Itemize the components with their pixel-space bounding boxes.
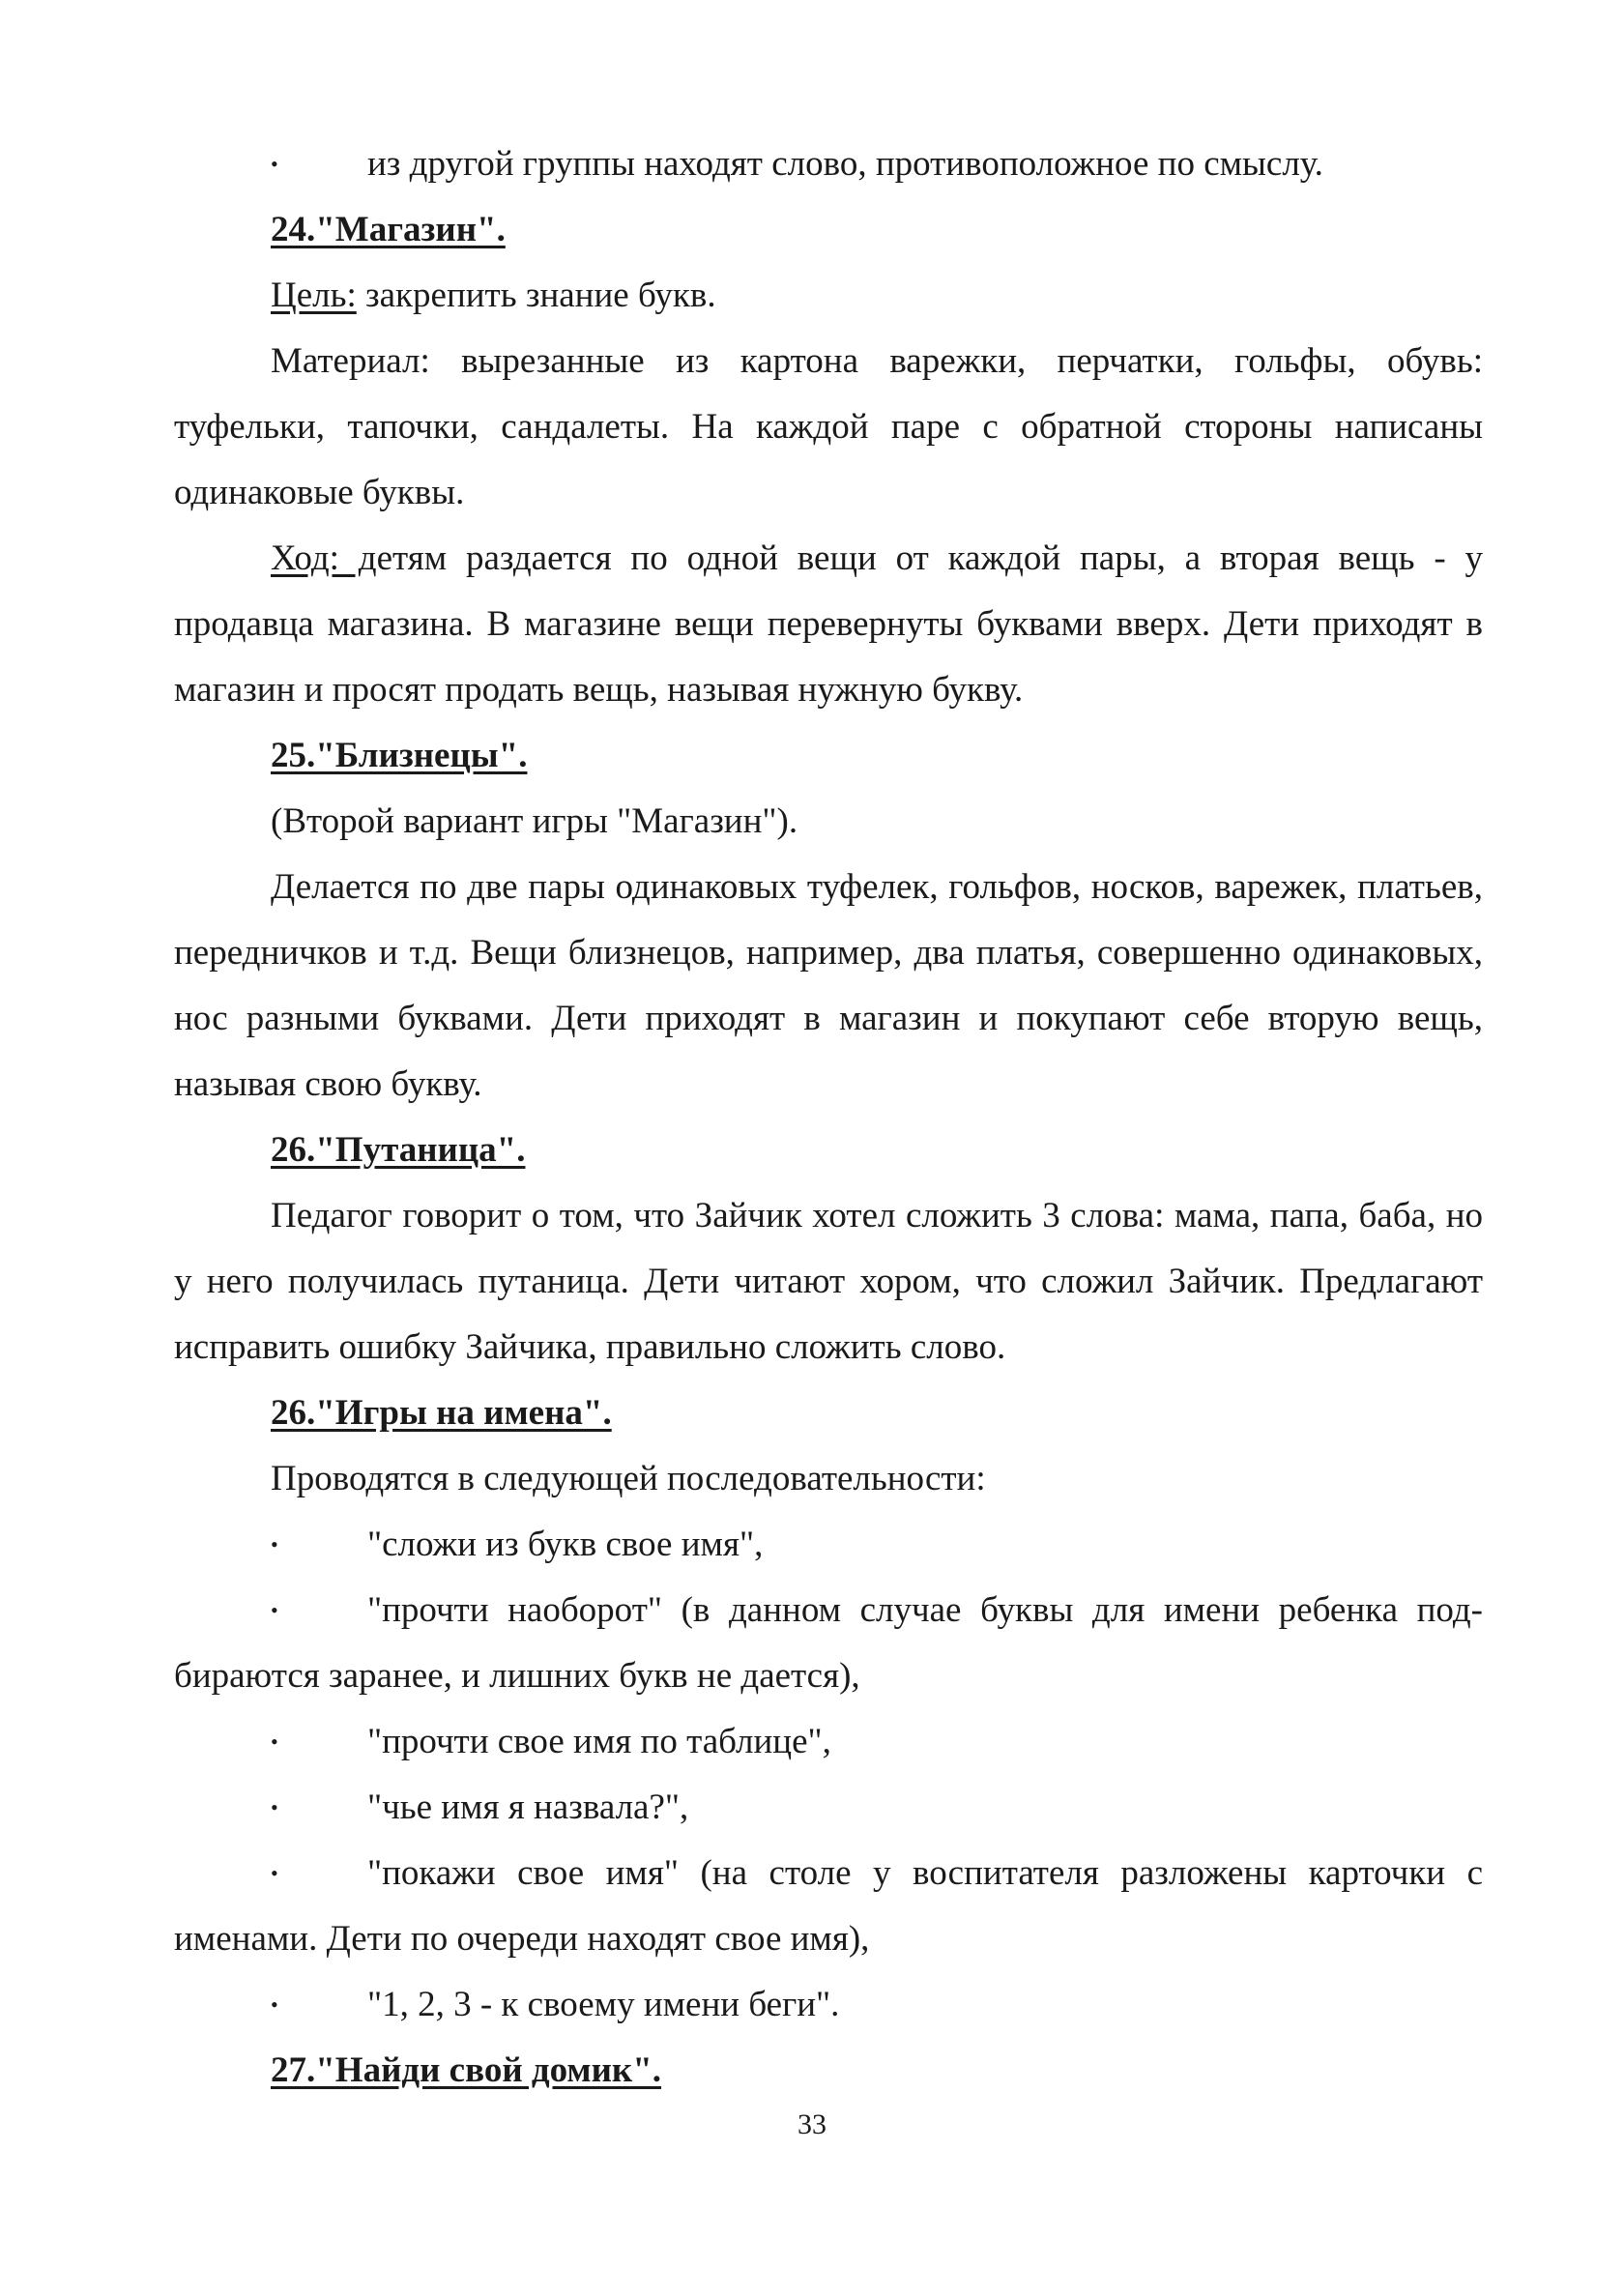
section-heading-26-names: 26."Игры на имена". <box>271 1393 612 1433</box>
section-heading-26-confusion: 26."Путаница". <box>271 1130 526 1170</box>
goal-label: Цель: <box>271 276 357 315</box>
page-number: 33 <box>798 2108 826 2140</box>
bullet-icon: • <box>271 1532 278 1556</box>
bullet-item: • из другой группы находят слово, противоположное по смыслу. <box>174 131 1483 197</box>
bullet-item: • "1, 2, 3 - к своему имени беги". <box>174 1972 1483 2038</box>
bullet-item: • "прочти свое имя по таблице", <box>174 1709 1483 1775</box>
section-heading-24: 24."Магазин". <box>271 210 506 249</box>
material-paragraph: Материал: вырезанные из картона варежки, перчатки, гольфы, обувь: туфельки, тапочки, сандалеты. На каждой паре с обратной стороны написаны одинаковые буквы. <box>174 341 1483 512</box>
bullet-item: • "прочти наоборот" (в данном случае буквы для имени ребенка под-бираются заранее, и лишних букв не дается), <box>174 1578 1483 1709</box>
bullet-icon: • <box>271 1992 278 2017</box>
variant-note: (Второй вариант игры "Магазин"). <box>271 801 798 841</box>
goal-paragraph: Цель: закрепить знание букв. <box>271 276 716 315</box>
move-paragraph: Ход: детям раздается по одной вещи от каждой пары, а вторая вещь - у продавца магазина. В магазине вещи перевернуты буквами вверх. Дети приходят в магазин и просят продать вещь, называя нужную букву. <box>174 538 1483 710</box>
twins-paragraph: Делается по две пары одинаковых туфелек, гольфов, носков, варежек, платьев, передничков и т.д. Вещи близнецов, например, два платья, совершенно одинаковых, нос разными буквами. Дети приходят в магазин и покупают себе вторую вещь, называя свою букву. <box>174 867 1483 1104</box>
section-heading-27: 27."Найди свой домик". <box>271 2050 662 2090</box>
bullet-item: • "чье имя я назвала?", <box>174 1775 1483 1841</box>
section-heading-25: 25."Близнецы". <box>271 736 528 775</box>
bullet-icon: • <box>271 152 278 176</box>
bullet-item: • "сложи из букв свое имя", <box>174 1512 1483 1578</box>
bullet-icon: • <box>271 1598 278 1622</box>
bullet-item: • "покажи свое имя" (на столе у воспитателя разложены карточки с именами. Дети по очереди находят свое имя), <box>174 1841 1483 1972</box>
bullet-icon: • <box>271 1861 278 1885</box>
confusion-paragraph: Педагог говорит о том, что Зайчик хотел сложить 3 слова: мама, папа, баба, но у него получилась путаница. Дети читают хором, что сложил Зайчик. Предлагают исправить ошибку Зайчика, правильно сложить слово. <box>174 1196 1483 1367</box>
names-intro: Проводятся в следующей последовательности: <box>271 1459 986 1498</box>
move-label: Ход: д <box>271 538 377 578</box>
bullet-icon: • <box>271 1729 278 1754</box>
bullet-icon: • <box>271 1795 278 1819</box>
